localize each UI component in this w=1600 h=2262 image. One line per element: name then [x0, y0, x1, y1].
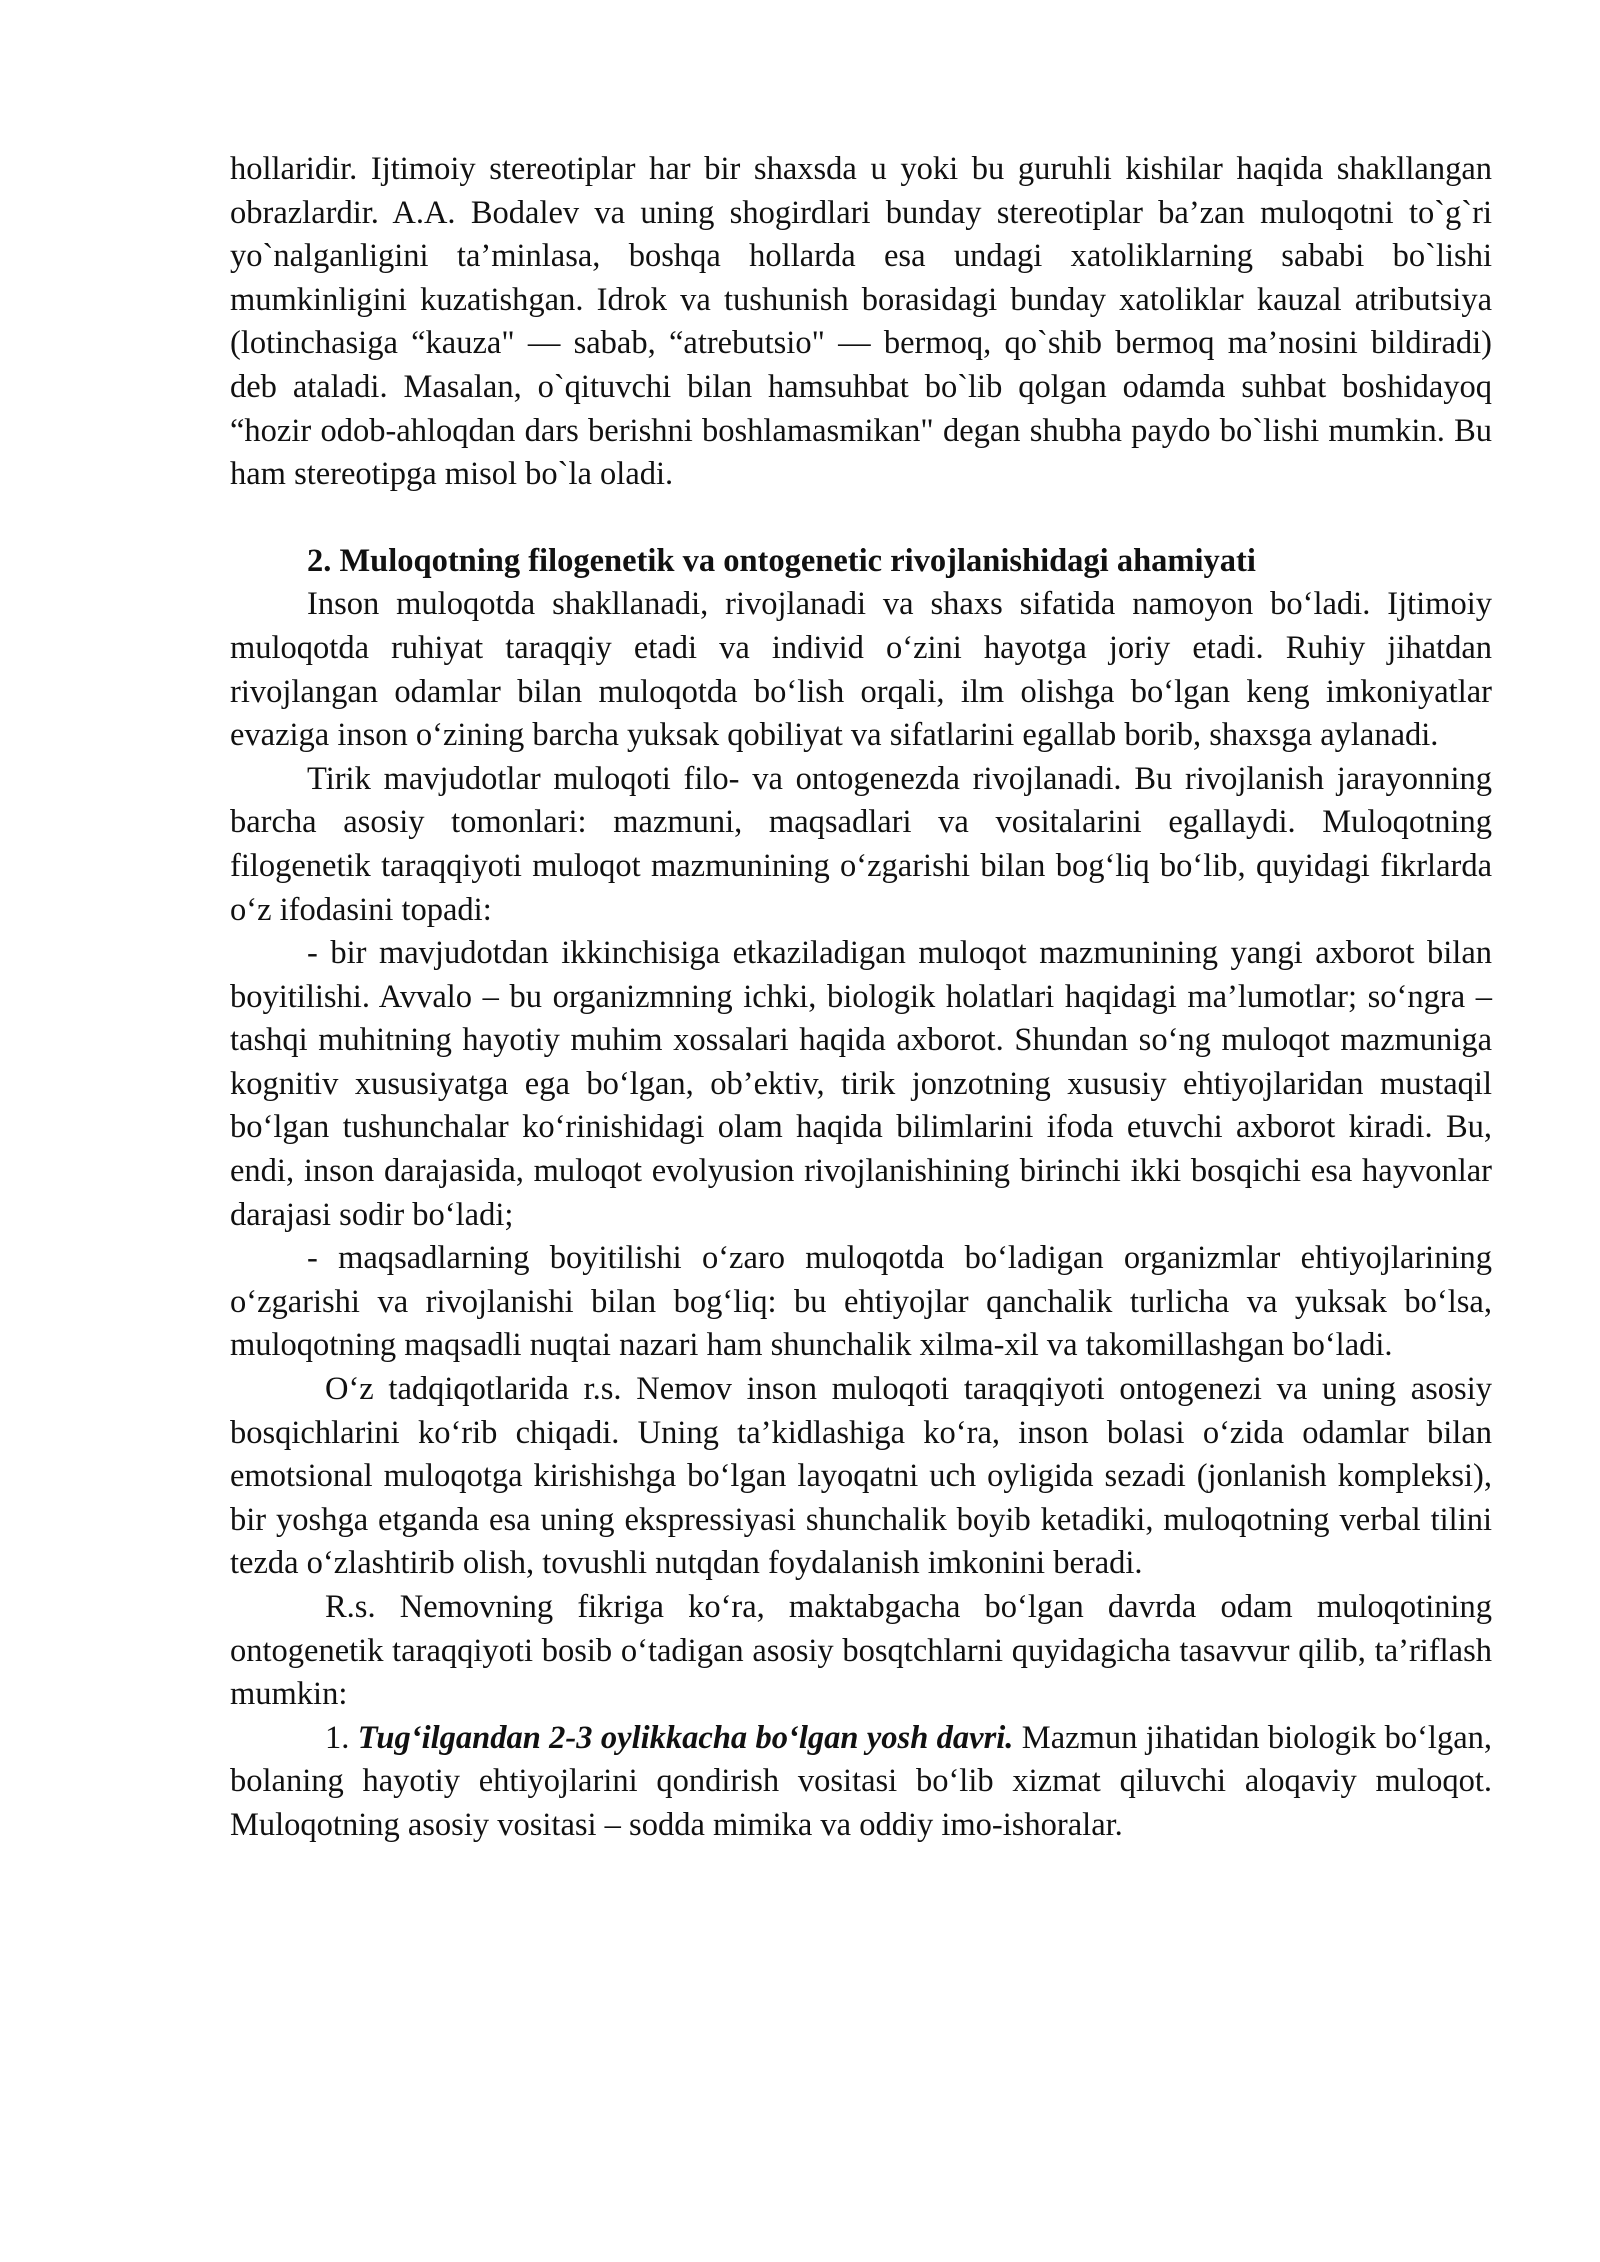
list-item-goals: - maqsadlarning boyitilishi o‘zaro muloqotda bo‘ladigan organizmlar ehtiyojlarining o‘zgarishi va rivojlanishi bilan bog‘liq: bu ehtiyojlar qanchalik turlicha va yuksak bo‘lsa, muloqotning maqsadli nuqtai nazari ham shunchalik xilma-xil va takomillashgan bo‘ladi. — [230, 1240, 1492, 1364]
paragraph-nemov-stages: R.s. Nemovning fikriga ko‘ra, maktabgacha bo‘lgan davrda odam muloqotining ontogenetik taraqqiyoti bosib o‘tadigan asosiy bosqtchlarni quyidagicha tasavvur qilib, ta’riflash mumkin: — [230, 1589, 1492, 1713]
paragraph-stereotypes: hollaridir. Ijtimoiy stereotiplar har bir shaxsda u yoki bu guruhli kishilar haqida shakllangan obrazlardir. A.A. Bodalev va uning shogirdlari bunday stereotiplar ba’zan muloqotni to`g`ri yo`nalganligini ta’minlasa, boshqa hollarda esa undagi xatoliklarning sababi bo`lishi mumkinligini kuzatishgan. Idrok va tushunish borasidagi bunday xatoliklar kauzal atributsiya (lotinchasiga “kauza" — sabab, “atrebutsio" — bermoq, qo`shib bermoq ma’nosini bildiradi) deb ataladi. Masalan, o`qituvchi bilan hamsuhbat bo`lib qolgan odamda suhbat boshidayoq “hozir odob-ahloqdan dars berishni boshlamasmikan" degan shubha paydo bo`lishi mumkin. Bu ham stereotipga misol bo`la oladi. — [230, 151, 1492, 493]
stage-title: Tug‘ilgandan 2-3 oylikkacha bo‘lgan yosh davri. — [357, 1719, 1014, 1756]
stage-one-paragraph — [230, 1717, 1492, 1848]
list-item-content: - bir mavjudotdan ikkinchisiga etkaziladigan muloqot mazmunining yangi axborot bilan boyitilishi. Avvalo – bu organizmning ichki, biologik holatlari haqidagi ma’lumotlar; so‘ngra – tashqi muhitning hayotiy muhim xossalari haqida axborot. Shundan so‘ng muloqot mazmuniga kognitiv xususiyatga ega bo‘lgan, ob’ektiv, tirik jonzotning xususiy ehtiyojlaridan mustaqil bo‘lgan tushunchalar ko‘rinishidagi olam haqida bilimlarini ifoda etuvchi axborot kiradi. Bu, endi, inson darajasida, muloqot evolyusion rivojlanishining birinchi ikki bosqichi esa hayvonlar darajasi sodir bo‘ladi; — [230, 935, 1492, 1233]
document-page — [230, 148, 1492, 1848]
paragraph-nemov-research: O‘z tadqiqotlarida r.s. Nemov inson muloqoti taraqqiyoti ontogenezi va uning asosiy bosqichlarini ko‘rib chiqadi. Uning ta’kidlashiga ko‘ra, inson bolasi o‘zida odamlar bilan emotsional muloqotga kirishishga bo‘lgan layoqatni uch oyligida sezadi (jonlanish kompleksi), bir yoshga etganda esa uning ekspressiyasi shunchalik boyib ketadiki, muloqotning verbal tilini tezda o‘zlashtirib olish, tovushli nutqdan foydalanish imkonini beradi. — [230, 1371, 1492, 1582]
stage-number: 1. — [325, 1719, 358, 1756]
paragraph-phylogenesis: Tirik mavjudotlar muloqoti filo- va ontogenezda rivojlanadi. Bu rivojlanish jarayonning barcha asosiy tomonlari: mazmuni, maqsadlari va vositalarini egallaydi. Muloqotning filogenetik taraqqiyoti muloqot mazmunining o‘zgarishi bilan bog‘liq bo‘lib, quyidagi fikrlarda o‘z ifodasini topadi: — [230, 760, 1492, 928]
section-heading: 2. Muloqotning filogenetik va ontogenetic rivojlanishidagi ahamiyati — [307, 542, 1256, 579]
paragraph-intro: Inson muloqotda shakllanadi, rivojlanadi va shaxs sifatida namoyon bo‘ladi. Ijtimoiy muloqotda ruhiyat taraqqiy etadi va individ o‘zini hayotga joriy etadi. Ruhiy jihatdan rivojlangan odamlar bilan muloqotda bo‘lish orqali, ilm olishga bo‘lgan keng imkoniyatlar evaziga inson o‘zining barcha yuksak qobiliyat va sifatlarini egallab borib, shaxsga aylanadi. — [230, 586, 1492, 754]
spacer — [230, 497, 1492, 540]
stage-description: Mazmun jihatidan biologik bo‘lgan, bolaning hayotiy ehtiyojlarini qondirish vositasi bo‘lib xizmat qiluvchi aloqaviy muloqot. Muloqotning asosiy vositasi – sodda mimika va oddiy imo-ishoralar. — [230, 1719, 1492, 1843]
